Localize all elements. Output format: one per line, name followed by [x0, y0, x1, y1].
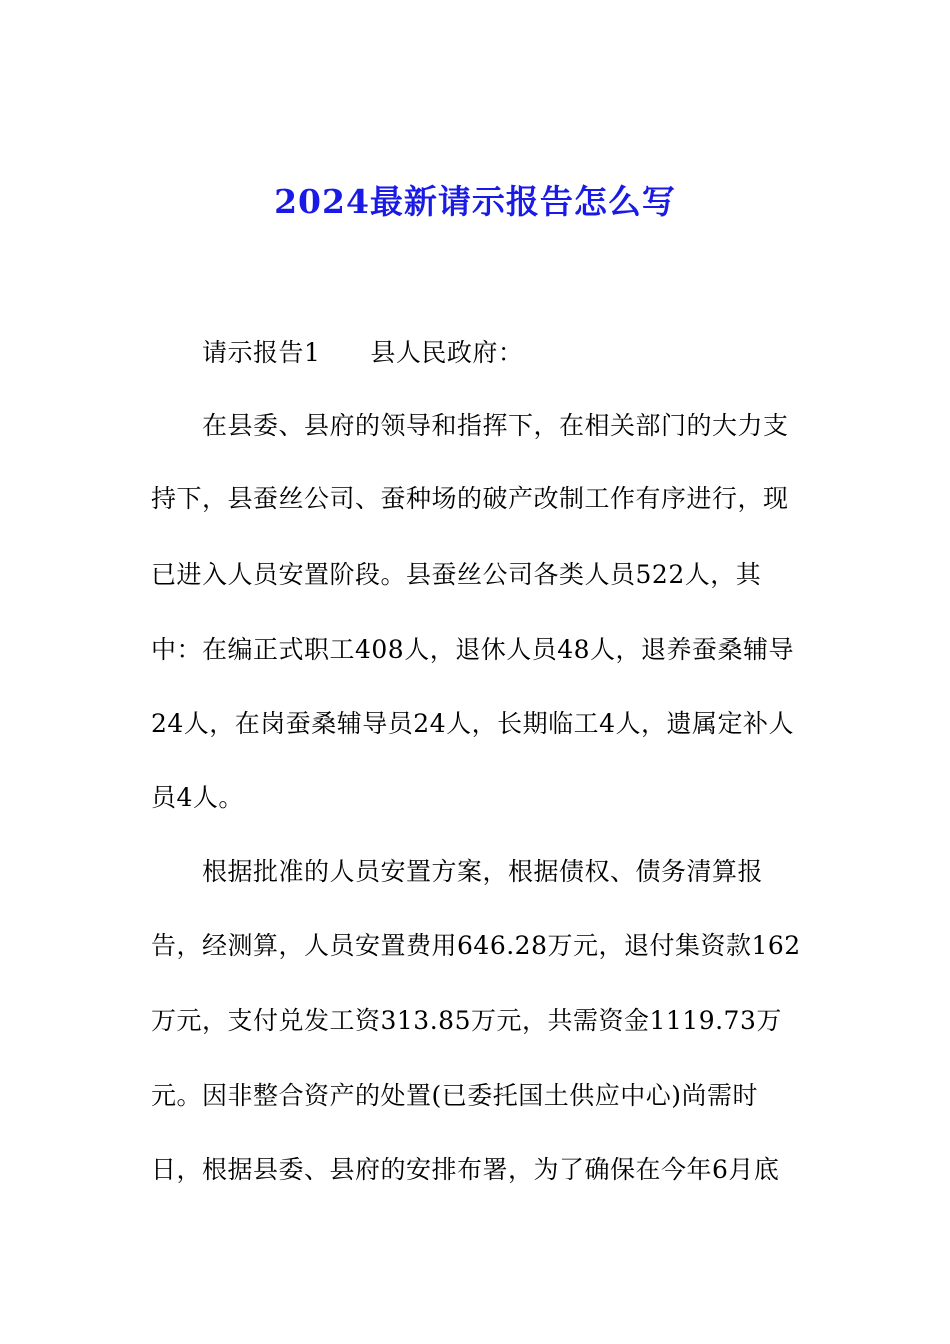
report-number: 请示报告1 — [202, 338, 321, 367]
paragraph-line: 已进入人员安置阶段。县蚕丝公司各类人员522人，其 — [151, 560, 762, 589]
paragraph-line: 元。因非整合资产的处置(已委托国土供应中心)尚需时 — [151, 1081, 759, 1110]
document-title: 2024最新请示报告怎么写 — [274, 182, 676, 221]
paragraph-line: 万元，支付兑发工资313.85万元，共需资金1119.73万 — [151, 1006, 782, 1035]
paragraph-line: 告，经测算，人员安置费用646.28万元，退付集资款162 — [151, 931, 801, 960]
paragraph-line: 在县委、县府的领导和指挥下，在相关部门的大力支 — [202, 411, 789, 440]
paragraph-line: 根据批准的人员安置方案，根据债权、债务清算报 — [202, 857, 764, 886]
heading-line — [202, 335, 523, 371]
paragraph-line: 持下，县蚕丝公司、蚕种场的破产改制工作有序进行，现 — [151, 484, 789, 513]
addressee: 县人民政府： — [370, 338, 524, 367]
paragraph-line: 24人，在岗蚕桑辅导员24人，长期临工4人，遗属定补人 — [151, 709, 795, 738]
paragraph-line: 日，根据县委、县府的安排布署，为了确保在今年6月底 — [151, 1155, 780, 1184]
paragraph-line: 员4人。 — [151, 783, 244, 812]
paragraph-line: 中：在编正式职工408人，退休人员48人，退养蚕桑辅导 — [151, 635, 795, 664]
